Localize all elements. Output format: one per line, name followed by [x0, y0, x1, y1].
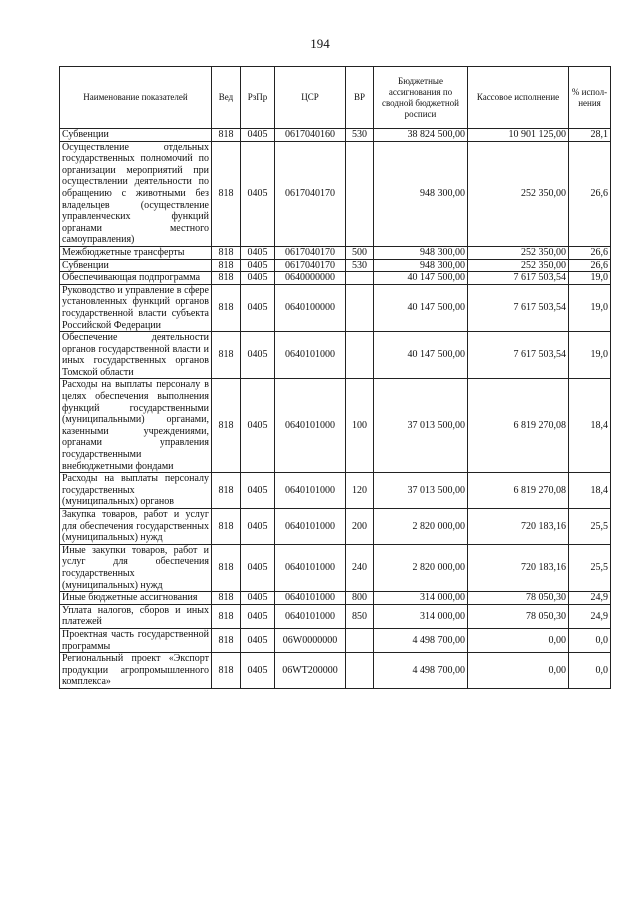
row-vr: 530 — [346, 129, 374, 142]
row-name: Иные закупки товаров, работ и услуг для обеспечения государственных (муниципальных) нужд — [60, 544, 212, 591]
row-name: Осуществление отдельных государственных полномочий по организации мероприятий при осуществлении деятельности по обращению с животными без владельцев (осуществление управленческих функций органами местного самоуправления) — [60, 141, 212, 246]
row-name: Обеспечивающая подпрограмма — [60, 272, 212, 285]
row-assignments: 37 013 500,00 — [374, 379, 468, 473]
table-row — [60, 332, 611, 379]
row-name: Межбюджетные трансферты — [60, 246, 212, 259]
table-row — [60, 604, 611, 628]
row-cash-execution: 6 819 270,08 — [468, 379, 569, 473]
row-rzpr: 0405 — [241, 332, 275, 379]
row-rzpr: 0405 — [241, 284, 275, 331]
row-rzpr: 0405 — [241, 653, 275, 689]
page-number: 194 — [310, 36, 330, 51]
row-csr: 06WT200000 — [275, 653, 346, 689]
row-rzpr: 0405 — [241, 129, 275, 142]
row-rzpr: 0405 — [241, 509, 275, 545]
row-name: Расходы на выплаты персоналу государственных (муниципальных) органов — [60, 473, 212, 509]
row-name: Расходы на выплаты персоналу в целях обеспечения выполнения функций государственными (муниципальными) органами, казенными учреждениями, органами управления государственными внебюджетными фондами — [60, 379, 212, 473]
row-rzpr: 0405 — [241, 473, 275, 509]
row-cash-execution: 7 617 503,54 — [468, 272, 569, 285]
table-row — [60, 141, 611, 246]
row-assignments: 40 147 500,00 — [374, 284, 468, 331]
row-ved: 818 — [212, 379, 241, 473]
row-rzpr: 0405 — [241, 592, 275, 605]
row-assignments: 2 820 000,00 — [374, 544, 468, 591]
row-percent: 0,0 — [569, 628, 611, 652]
row-cash-execution: 7 617 503,54 — [468, 284, 569, 331]
table-row — [60, 473, 611, 509]
table-row — [60, 592, 611, 605]
row-assignments: 314 000,00 — [374, 592, 468, 605]
row-csr: 0640101000 — [275, 473, 346, 509]
row-ved: 818 — [212, 129, 241, 142]
row-assignments: 948 300,00 — [374, 246, 468, 259]
row-name: Руководство и управление в сфере установленных функций органов государственной власти субъекта Российской Федерации — [60, 284, 212, 331]
row-vr: 100 — [346, 379, 374, 473]
row-csr: 0640101000 — [275, 592, 346, 605]
row-ved: 818 — [212, 284, 241, 331]
row-csr: 0617040170 — [275, 141, 346, 246]
row-cash-execution: 78 050,30 — [468, 604, 569, 628]
row-vr — [346, 653, 374, 689]
row-vr: 850 — [346, 604, 374, 628]
table-row — [60, 653, 611, 689]
row-name: Уплата налогов, сборов и иных платежей — [60, 604, 212, 628]
row-percent: 26,6 — [569, 246, 611, 259]
row-vr: 200 — [346, 509, 374, 545]
row-rzpr: 0405 — [241, 259, 275, 272]
row-assignments: 4 498 700,00 — [374, 628, 468, 652]
table-header-row — [60, 67, 611, 129]
row-cash-execution: 252 350,00 — [468, 246, 569, 259]
row-csr: 0640101000 — [275, 509, 346, 545]
row-percent: 19,0 — [569, 284, 611, 331]
row-vr — [346, 284, 374, 331]
row-percent: 19,0 — [569, 332, 611, 379]
row-assignments: 948 300,00 — [374, 141, 468, 246]
row-ved: 818 — [212, 141, 241, 246]
row-ved: 818 — [212, 604, 241, 628]
row-cash-execution: 720 183,16 — [468, 509, 569, 545]
row-percent: 18,4 — [569, 473, 611, 509]
row-assignments: 948 300,00 — [374, 259, 468, 272]
table-row — [60, 628, 611, 652]
row-vr — [346, 141, 374, 246]
row-ved: 818 — [212, 544, 241, 591]
row-name: Субвенции — [60, 259, 212, 272]
row-assignments: 38 824 500,00 — [374, 129, 468, 142]
row-percent: 25,5 — [569, 509, 611, 545]
row-cash-execution: 252 350,00 — [468, 259, 569, 272]
row-csr: 0640100000 — [275, 284, 346, 331]
row-name: Закупка товаров, работ и услуг для обеспечения государственных (муниципальных) нужд — [60, 509, 212, 545]
row-assignments: 314 000,00 — [374, 604, 468, 628]
row-percent: 24,9 — [569, 604, 611, 628]
row-rzpr: 0405 — [241, 544, 275, 591]
table-row — [60, 272, 611, 285]
table-row — [60, 509, 611, 545]
row-ved: 818 — [212, 272, 241, 285]
row-ved: 818 — [212, 332, 241, 379]
row-cash-execution: 0,00 — [468, 628, 569, 652]
row-csr: 06W0000000 — [275, 628, 346, 652]
row-assignments: 37 013 500,00 — [374, 473, 468, 509]
row-percent: 26,6 — [569, 141, 611, 246]
header-assignments: Бюджетные ассигнования по сводной бюджетной росписи — [374, 67, 468, 129]
table-row — [60, 259, 611, 272]
row-vr: 120 — [346, 473, 374, 509]
table-row — [60, 246, 611, 259]
row-percent: 26,6 — [569, 259, 611, 272]
row-cash-execution: 7 617 503,54 — [468, 332, 569, 379]
row-cash-execution: 252 350,00 — [468, 141, 569, 246]
table-row — [60, 379, 611, 473]
row-rzpr: 0405 — [241, 246, 275, 259]
row-vr — [346, 628, 374, 652]
row-vr: 530 — [346, 259, 374, 272]
header-name: Наименование показателей — [60, 67, 212, 129]
row-assignments: 40 147 500,00 — [374, 332, 468, 379]
header-ved: Вед — [212, 67, 241, 129]
row-assignments: 40 147 500,00 — [374, 272, 468, 285]
row-assignments: 4 498 700,00 — [374, 653, 468, 689]
row-rzpr: 0405 — [241, 141, 275, 246]
row-csr: 0640101000 — [275, 332, 346, 379]
row-ved: 818 — [212, 509, 241, 545]
row-rzpr: 0405 — [241, 272, 275, 285]
row-rzpr: 0405 — [241, 604, 275, 628]
row-name: Субвенции — [60, 129, 212, 142]
table-row — [60, 544, 611, 591]
header-csr: ЦСР — [275, 67, 346, 129]
row-cash-execution: 78 050,30 — [468, 592, 569, 605]
row-rzpr: 0405 — [241, 379, 275, 473]
header-vr: ВР — [346, 67, 374, 129]
row-name: Проектная часть государственной программы — [60, 628, 212, 652]
header-cash-execution: Кассовое исполнение — [468, 67, 569, 129]
header-percent: % испол-нения — [569, 67, 611, 129]
row-vr: 800 — [346, 592, 374, 605]
row-vr: 240 — [346, 544, 374, 591]
row-ved: 818 — [212, 653, 241, 689]
row-name: Обеспечение деятельности органов государственной власти и иных государственных органов Томской области — [60, 332, 212, 379]
row-cash-execution: 10 901 125,00 — [468, 129, 569, 142]
row-ved: 818 — [212, 628, 241, 652]
row-rzpr: 0405 — [241, 628, 275, 652]
table-row — [60, 284, 611, 331]
table-row — [60, 129, 611, 142]
row-csr: 0640101000 — [275, 544, 346, 591]
row-ved: 818 — [212, 259, 241, 272]
row-csr: 0640101000 — [275, 604, 346, 628]
row-cash-execution: 0,00 — [468, 653, 569, 689]
row-assignments: 2 820 000,00 — [374, 509, 468, 545]
row-ved: 818 — [212, 246, 241, 259]
row-ved: 818 — [212, 473, 241, 509]
row-percent: 18,4 — [569, 379, 611, 473]
row-csr: 0640101000 — [275, 379, 346, 473]
row-percent: 0,0 — [569, 653, 611, 689]
row-vr: 500 — [346, 246, 374, 259]
row-cash-execution: 6 819 270,08 — [468, 473, 569, 509]
row-percent: 25,5 — [569, 544, 611, 591]
row-percent: 28,1 — [569, 129, 611, 142]
row-vr — [346, 332, 374, 379]
row-csr: 0640000000 — [275, 272, 346, 285]
row-cash-execution: 720 183,16 — [468, 544, 569, 591]
row-vr — [346, 272, 374, 285]
budget-table — [59, 66, 611, 689]
table-body — [60, 129, 611, 689]
row-name: Региональный проект «Экспорт продукции агропромышленного комплекса» — [60, 653, 212, 689]
row-csr: 0617040170 — [275, 259, 346, 272]
row-ved: 818 — [212, 592, 241, 605]
row-name: Иные бюджетные ассигнования — [60, 592, 212, 605]
row-percent: 19,0 — [569, 272, 611, 285]
row-csr: 0617040160 — [275, 129, 346, 142]
header-rzpr: РзПр — [241, 67, 275, 129]
row-percent: 24,9 — [569, 592, 611, 605]
row-csr: 0617040170 — [275, 246, 346, 259]
